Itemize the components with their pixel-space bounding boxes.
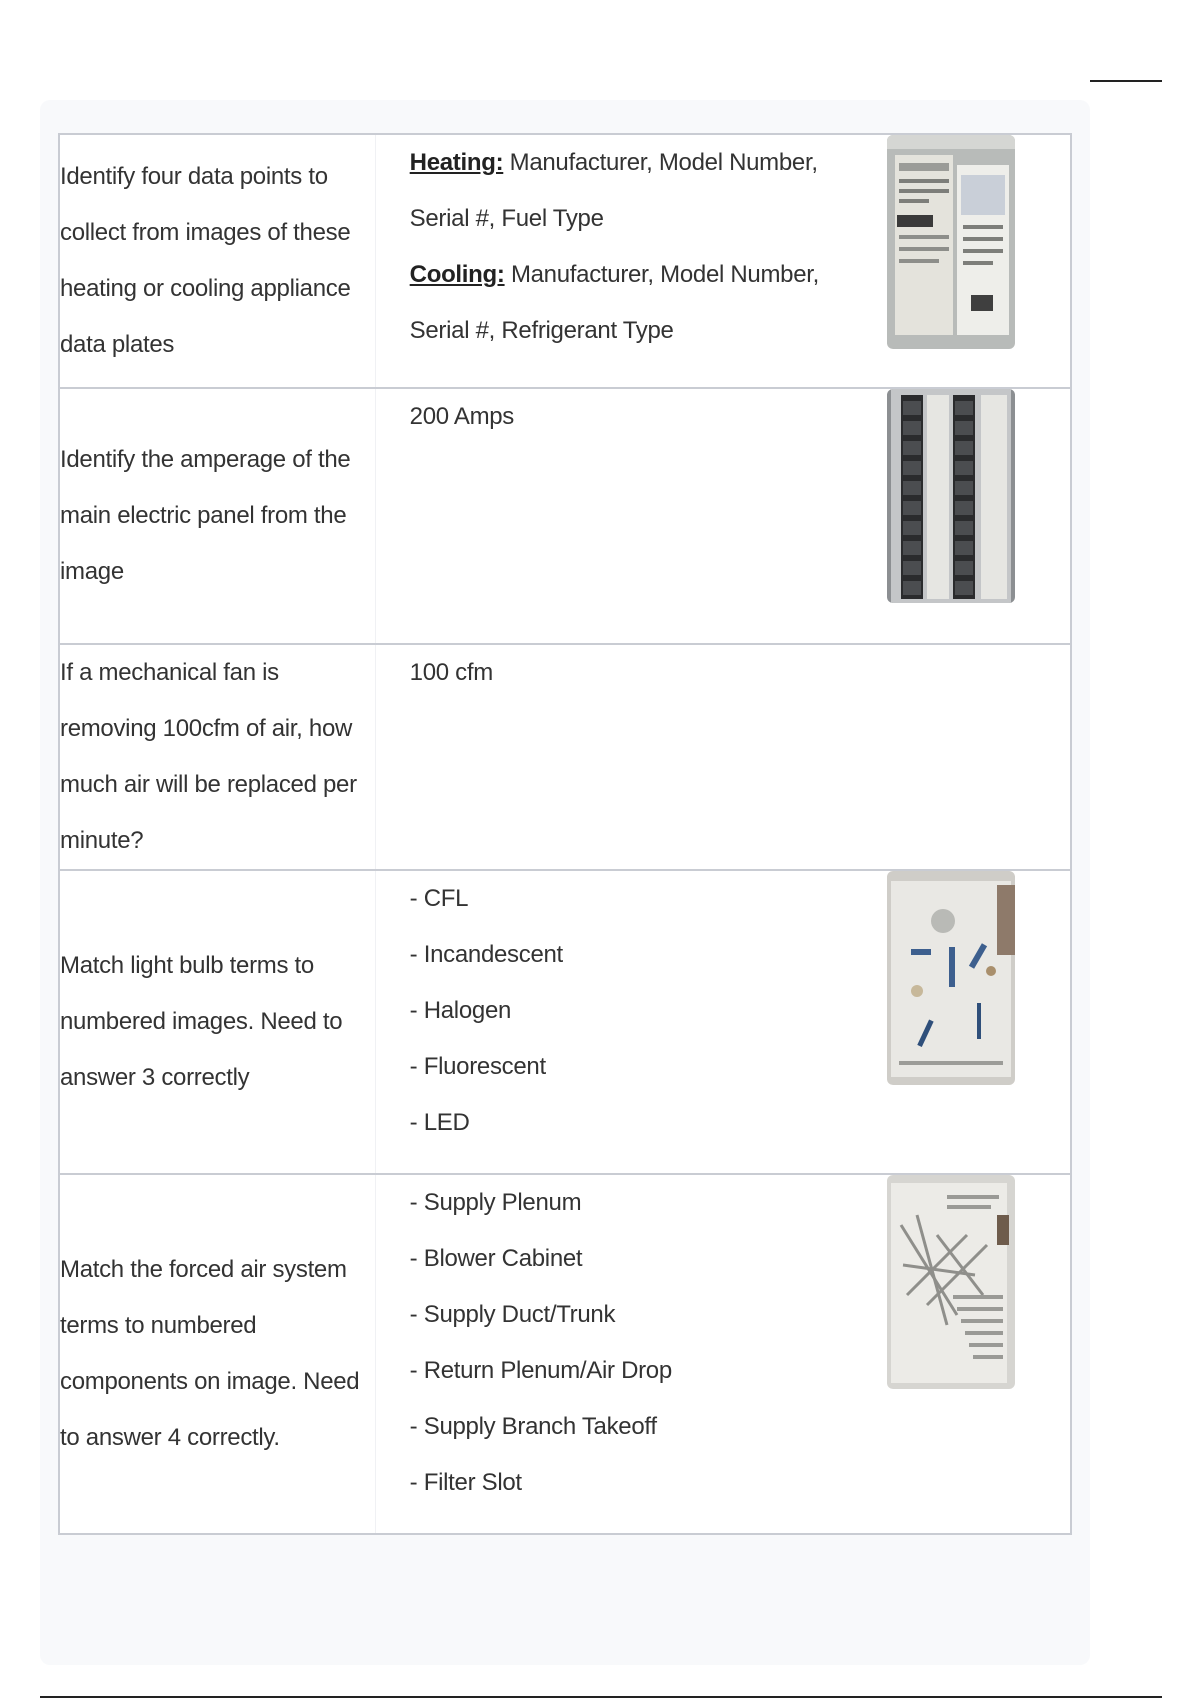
image-cell	[857, 1174, 1071, 1534]
answer-keyword: Heating:	[409, 149, 504, 176]
question-cell	[59, 388, 375, 644]
question-cell	[59, 644, 375, 870]
electric-panel-photo	[887, 389, 1015, 603]
image-cell	[857, 870, 1071, 1174]
question-text: If a mechanical fan is removing 100cfm of air, how much air will be replaced per minute?	[60, 659, 357, 854]
top-rule	[1090, 80, 1162, 82]
answer-line	[410, 135, 857, 191]
answer-line: - LED	[409, 1109, 470, 1136]
image-cell	[857, 644, 1071, 870]
answer-cell	[375, 870, 857, 1174]
data-plate-photo	[887, 135, 1015, 349]
question-cell	[59, 870, 375, 1174]
answer-text: Manufacturer, Model Number,	[503, 149, 818, 176]
answer-text: Manufacturer, Model Number,	[504, 261, 819, 288]
answer-cell	[375, 134, 857, 388]
question-text: Identify the amperage of the main electric panel from the image	[60, 446, 351, 585]
answer-line	[410, 191, 857, 247]
answer-line: - CFL	[409, 885, 469, 912]
bottom-rule	[40, 1696, 1162, 1698]
answer-line: - Incandescent	[409, 941, 563, 968]
image-cell	[857, 388, 1071, 644]
table-row	[59, 134, 1071, 388]
answer-cell	[375, 388, 857, 644]
question-cell	[59, 134, 375, 388]
answer-line: - Supply Plenum	[409, 1189, 582, 1216]
answer-text: Serial #, Fuel Type	[409, 205, 604, 232]
question-text: Match light bulb terms to numbered images. Need to answer 3 correctly	[60, 952, 343, 1091]
answer-line	[410, 303, 857, 359]
answer-line: - Blower Cabinet	[409, 1245, 583, 1272]
answer-cell	[375, 644, 857, 870]
answer-line: 100 cfm	[409, 659, 493, 686]
answer-line: - Filter Slot	[409, 1469, 522, 1496]
question-cell	[59, 1174, 375, 1534]
table-row	[59, 644, 1071, 870]
answer-line: - Return Plenum/Air Drop	[409, 1357, 672, 1384]
table-row	[59, 1174, 1071, 1534]
answer-line: - Fluorescent	[409, 1053, 546, 1080]
forced-air-diagram-photo	[887, 1175, 1015, 1389]
answer-line: - Halogen	[409, 997, 512, 1024]
table-row	[59, 388, 1071, 644]
light-bulbs-photo	[887, 871, 1015, 1085]
answer-line: - Supply Duct/Trunk	[409, 1301, 616, 1328]
question-text: Match the forced air system terms to numbered components on image. Need to answer 4 correctly.	[60, 1256, 360, 1451]
question-text: Identify four data points to collect from images of these heating or cooling appliance data plates	[60, 163, 351, 358]
image-cell	[857, 134, 1071, 388]
table-row	[59, 870, 1071, 1174]
answer-text: Serial #, Refrigerant Type	[409, 317, 674, 344]
answer-cell	[375, 1174, 857, 1534]
qa-table	[58, 133, 1072, 1535]
answer-line	[410, 247, 857, 303]
answer-keyword: Cooling:	[409, 261, 505, 288]
answer-line: - Supply Branch Takeoff	[409, 1413, 657, 1440]
answer-line: 200 Amps	[409, 403, 515, 430]
